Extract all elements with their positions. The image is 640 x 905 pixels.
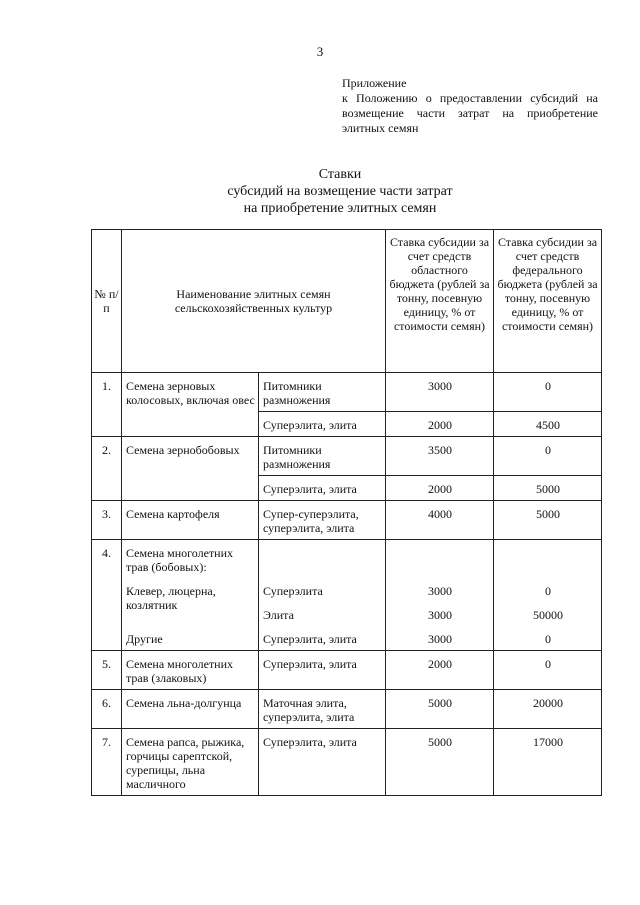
table-row xyxy=(92,729,602,796)
federal-rate: 17000 xyxy=(494,729,602,796)
crop-name: Семена зерновых колосовых, включая овес xyxy=(122,373,259,437)
federal-rate: 0 xyxy=(494,626,602,651)
seed-category: Маточная элита, суперэлита, элита xyxy=(259,690,386,729)
crop-name: Семена многолетних трав (злаковых) xyxy=(122,651,259,690)
title-line-1: Ставки xyxy=(318,167,362,182)
table-row xyxy=(92,626,602,651)
crop-name: Семена зернобобовых xyxy=(122,437,259,501)
regional-rate: 2000 xyxy=(386,651,494,690)
regional-rate: 3000 xyxy=(386,602,494,626)
regional-rate: 3000 xyxy=(386,578,494,602)
seed-category: Суперэлита, элита xyxy=(259,729,386,796)
seed-category: Суперэлита, элита xyxy=(259,476,386,501)
appendix-text: к Положению о предоставлении субсидий на возмещение части затрат на приобретение элитных семян xyxy=(342,91,598,135)
regional-rate: 3000 xyxy=(386,626,494,651)
table-row xyxy=(92,690,602,729)
document-title xyxy=(0,166,640,217)
table-row xyxy=(92,373,602,412)
regional-rate: 2000 xyxy=(386,412,494,437)
seed-category: Суперэлита xyxy=(259,578,386,602)
row-number: 1. xyxy=(92,373,122,437)
seed-category: Суперэлита, элита xyxy=(259,626,386,651)
federal-rate: 5000 xyxy=(494,476,602,501)
federal-rate: 5000 xyxy=(494,501,602,540)
table-row xyxy=(92,437,602,476)
federal-rate: 50000 xyxy=(494,602,602,626)
crop-subgroup: Другие xyxy=(122,626,259,651)
title-line-3: на приобретение элитных семян xyxy=(243,201,437,216)
regional-rate: 3000 xyxy=(386,373,494,412)
row-number: 2. xyxy=(92,437,122,501)
table-row xyxy=(92,540,602,579)
appendix-heading: Приложение xyxy=(342,76,407,90)
federal-rate: 4500 xyxy=(494,412,602,437)
regional-rate: 5000 xyxy=(386,690,494,729)
row-number: 3. xyxy=(92,501,122,540)
regional-rate: 3500 xyxy=(386,437,494,476)
seed-category: Супер-суперэлита, суперэлита, элита xyxy=(259,501,386,540)
title-line-2: субсидий на возмещение части затрат xyxy=(227,184,453,199)
seed-category: Элита xyxy=(259,602,386,626)
crop-name: Семена льна-долгунца xyxy=(122,690,259,729)
seed-category: Питомники размножения xyxy=(259,373,386,412)
crop-subgroup: Клевер, люцерна, козлятник xyxy=(122,578,259,626)
table-header-row xyxy=(92,230,602,373)
federal-rate: 0 xyxy=(494,578,602,602)
row-number: 5. xyxy=(92,651,122,690)
table-row xyxy=(92,501,602,540)
page-number: 3 xyxy=(316,44,324,59)
crop-name: Семена многолетних трав (бобовых): xyxy=(122,540,259,579)
regional-rate: 5000 xyxy=(386,729,494,796)
row-number: 4. xyxy=(92,540,122,651)
row-number: 7. xyxy=(92,729,122,796)
crop-name: Семена картофеля xyxy=(122,501,259,540)
header-federal-rate: Ставка субсидии за счет средств федерального бюджета (рублей за тонну, посевную единицу, % от стоимости семян) xyxy=(494,230,602,373)
federal-rate: 20000 xyxy=(494,690,602,729)
row-number: 6. xyxy=(92,690,122,729)
federal-rate: 0 xyxy=(494,437,602,476)
subsidy-rates-table xyxy=(91,229,602,796)
regional-rate: 2000 xyxy=(386,476,494,501)
federal-rate: 0 xyxy=(494,373,602,412)
crop-name: Семена рапса, рыжика, горчицы сарептской, сурепицы, льна масличного xyxy=(122,729,259,796)
table-row xyxy=(92,651,602,690)
table-row xyxy=(92,578,602,602)
regional-rate: 4000 xyxy=(386,501,494,540)
header-regional-rate: Ставка субсидии за счет средств областного бюджета (рублей за тонну, посевную единицу, % от стоимости семян) xyxy=(386,230,494,373)
seed-category: Суперэлита, элита xyxy=(259,651,386,690)
header-number: № п/п xyxy=(92,230,122,373)
appendix-note xyxy=(342,76,598,136)
seed-category: Питомники размножения xyxy=(259,437,386,476)
header-crop-name: Наименование элитных семян сельскохозяйственных культур xyxy=(122,230,386,373)
federal-rate: 0 xyxy=(494,651,602,690)
seed-category: Суперэлита, элита xyxy=(259,412,386,437)
